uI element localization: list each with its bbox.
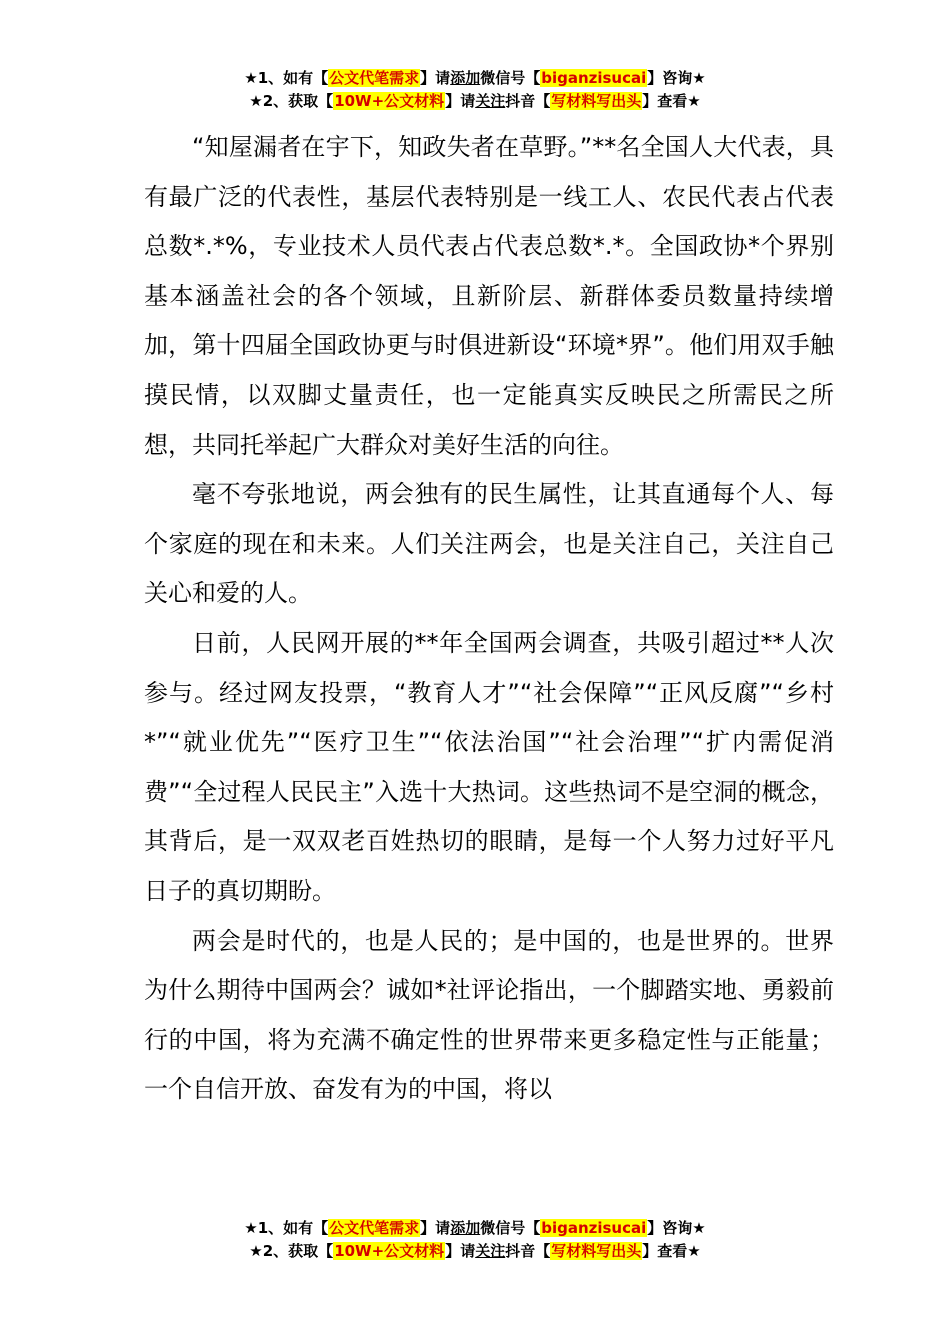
highlight-service: 公文代笔需求 — [329, 1219, 420, 1237]
paragraph: 日前，人民网开展的**年全国两会调查，共吸引超过**人次参与。经过网友投票，“教育人才”“社会保障”“正风反腐”“乡村*”“就业优先”“医疗卫生”“依法治国”“社会治理”“扩内需促消费”“全过程人民民主”入选十大热词。这些热词不是空洞的概念，其背后，是一双双老百姓热切的眼睛，是每一个人努力过好平凡日子的真切期盼。 — [144, 628, 834, 905]
banner-line-1: ★1、如有【公文代笔需求】请添加微信号【biganzisucai】咨询★ — [244, 1219, 706, 1237]
highlight-materials: 10W+公文材料 — [334, 1242, 445, 1260]
highlight-douyin-account: 写材料写出头 — [551, 1242, 642, 1260]
footer-banner — [0, 1217, 950, 1263]
paragraph: “知屋漏者在宇下，知政失者在草野。”**名全国人大代表，具有最广泛的代表性，基层代表特别是一线工人、农民代表占代表总数*.*%，专业技术人员代表占代表总数*.*。全国政协*个界别基本涵盖社会的各个领域，且新阶层、新群体委员数量持续增加，第十四届全国政协更与时俱进新设“环境*界”。他们用双手触摸民情，以双脚丈量责任，也一定能真实反映民之所需民之所想，共同托举起广大群众对美好生活的向往。 — [144, 133, 834, 459]
banner-line-2: ★2、获取【10W+公文材料】请关注抖音【写材料写出头】查看★ — [249, 1242, 701, 1260]
highlight-service: 公文代笔需求 — [329, 69, 420, 87]
banner-line-2: ★2、获取【10W+公文材料】请关注抖音【写材料写出头】查看★ — [249, 92, 701, 110]
paragraph: 两会是时代的，也是人民的；是中国的，也是世界的。世界为什么期待中国两会？诚如*社评论指出，一个脚踏实地、勇毅前行的中国，将为充满不确定性的世界带来更多稳定性与正能量；一个自信开放、奋发有为的中国，将以 — [144, 926, 834, 1104]
highlight-wechat-id: biganzisucai — [541, 1219, 647, 1237]
paragraph: 毫不夸张地说，两会独有的民生属性，让其直通每个人、每个家庭的现在和未来。人们关注两会，也是关注自己，关注自己关心和爱的人。 — [144, 480, 834, 608]
banner-line-1: ★1、如有【公文代笔需求】请添加微信号【biganzisucai】咨询★ — [244, 69, 706, 87]
highlight-douyin-account: 写材料写出头 — [551, 92, 642, 110]
highlight-materials: 10W+公文材料 — [334, 92, 445, 110]
highlight-wechat-id: biganzisucai — [541, 69, 647, 87]
document-body — [144, 123, 834, 1115]
header-banner — [0, 67, 950, 113]
